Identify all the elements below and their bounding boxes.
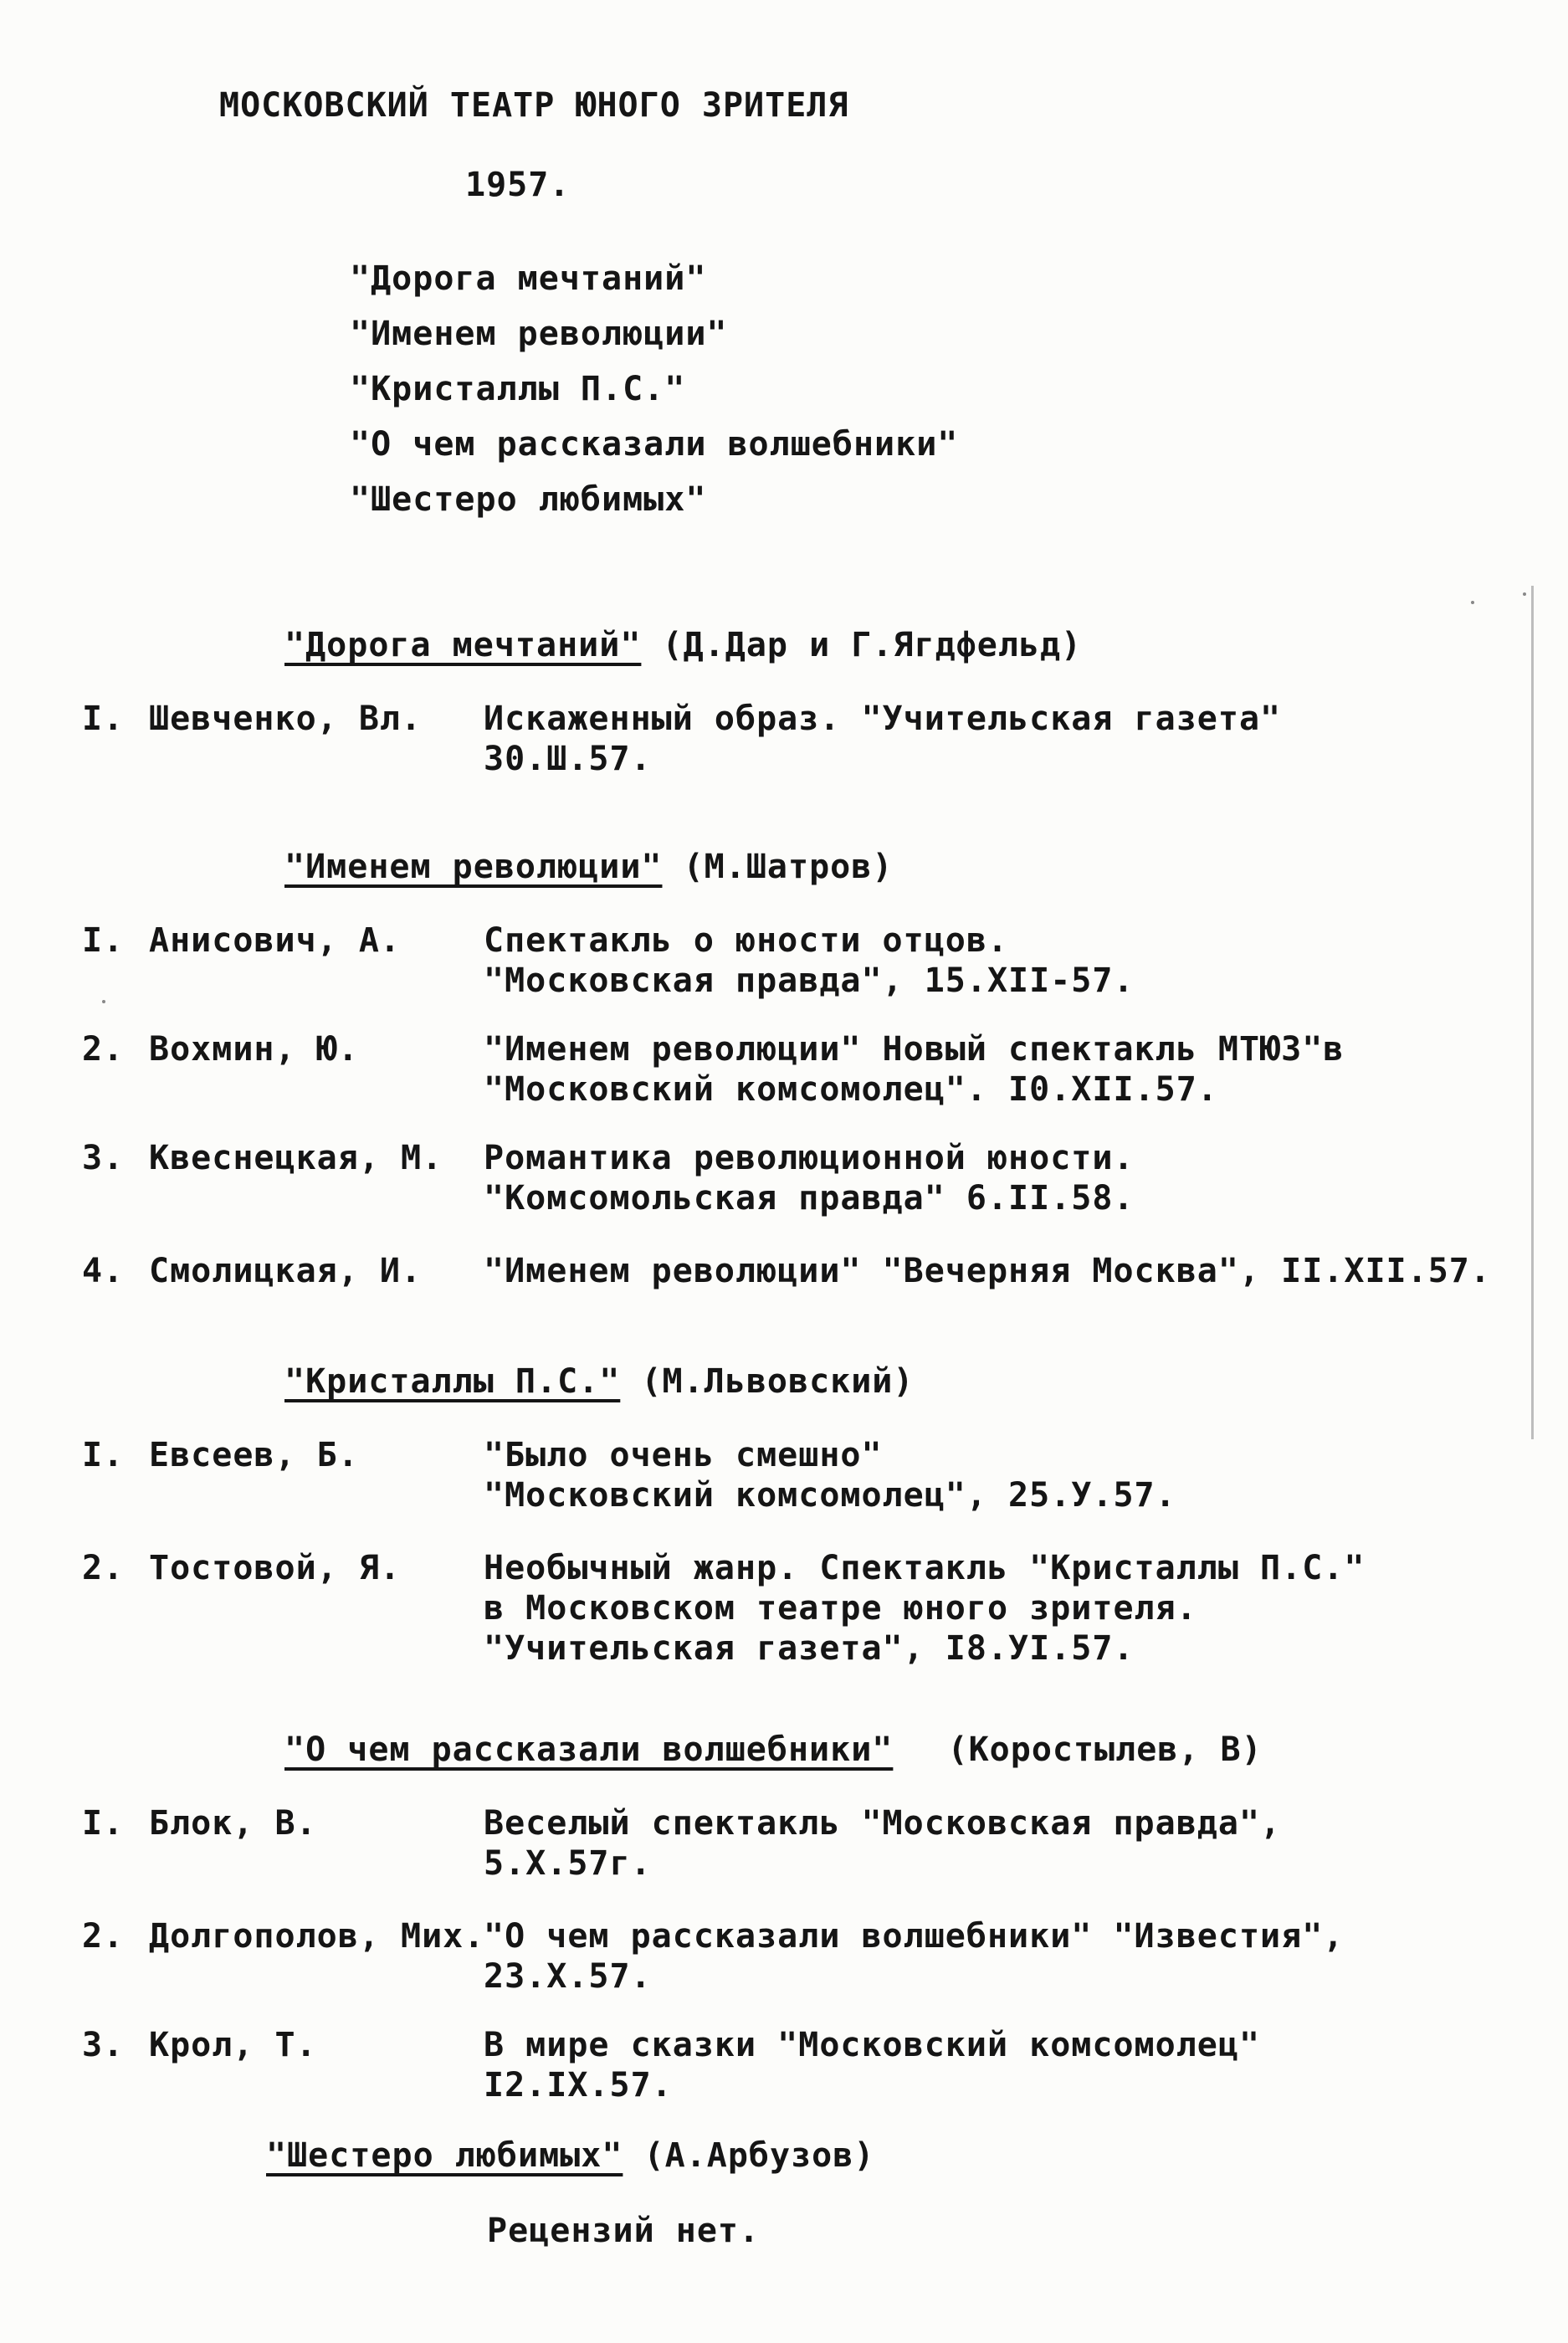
entry-text [484, 699, 1281, 779]
entry-author: Блок, В. [149, 1804, 317, 1843]
play-list [350, 251, 958, 527]
section-play-author: (Коростылев, В) [947, 1730, 1263, 1769]
entry-author: Вохмин, Ю. [149, 1030, 359, 1069]
review-entry [82, 920, 1135, 1001]
section-play-author: (Д.Дар и Г.Ягдфельд) [662, 626, 1083, 664]
entry-number: 3. [82, 1139, 125, 1177]
entry-text [484, 1138, 1135, 1218]
entry-author: Квеснецкая, М. [149, 1139, 443, 1177]
entry-line: 30.Ш.57. [484, 740, 652, 778]
scan-speck [102, 1000, 105, 1003]
review-entry [82, 1916, 1344, 1997]
entry-text [484, 1548, 1365, 1669]
entry-line: Искаженный образ. "Учительская газета" [484, 700, 1282, 738]
entry-line: "О чем рассказали волшебники" "Известия", [484, 1917, 1345, 1956]
entry-line: "Комсомольская правда" 6.II.58. [484, 1179, 1135, 1218]
section-heading [284, 1728, 1263, 1771]
entry-line: I2.IX.57. [484, 2066, 673, 2105]
list-item: "Кристаллы П.С." [350, 370, 686, 408]
entry-number: 2. [82, 1549, 125, 1587]
entry-line: "Московский комсомолец". I0.XII.57. [484, 1070, 1218, 1109]
document-title: МОСКОВСКИЙ ТЕАТР ЮНОГО ЗРИТЕЛЯ [219, 86, 849, 125]
entry-author: Долгополов, Мих. [149, 1917, 485, 1956]
section-play-author: (М.Львовский) [641, 1362, 915, 1401]
section-play-author: (А.Арбузов) [643, 2136, 875, 2175]
list-item: "О чем рассказали волшебники" [350, 425, 959, 464]
review-entry [82, 1548, 1365, 1669]
entry-author: Анисович, А. [149, 921, 401, 960]
entry-author: Смолицкая, И. [149, 1252, 423, 1290]
review-entry [82, 1029, 1344, 1110]
entry-line: "Именем революции" Новый спектакль МТЮЗ"в [484, 1030, 1345, 1069]
section-heading [284, 845, 893, 889]
review-entry [82, 1435, 1176, 1515]
entry-line: 23.X.57. [484, 1957, 652, 1996]
entry-number: 4. [82, 1252, 125, 1290]
section-play-title: "Дорога мечтаний" [284, 626, 642, 664]
section-heading [284, 623, 1082, 667]
entry-line: В мире сказки "Московский комсомолец" [484, 2026, 1261, 2064]
section-play-title: "Именем революции" [284, 848, 663, 886]
section-play-title: "Шестеро любимых" [266, 2136, 623, 2175]
entry-line: "Московская правда", 15.XII-57. [484, 961, 1135, 1000]
section-play-title: "Кристаллы П.С." [284, 1362, 621, 1401]
list-item: "Дорога мечтаний" [350, 259, 707, 298]
entry-number: I. [82, 1804, 125, 1843]
entry-number: 2. [82, 1917, 125, 1956]
list-item: "Шестеро любимых" [350, 480, 707, 519]
scan-speck [1471, 601, 1474, 604]
section-heading [266, 2134, 874, 2177]
entry-author: Евсеев, Б. [149, 1436, 359, 1474]
entry-line: в Московском театре юного зрителя. [484, 1589, 1197, 1628]
entry-text [484, 920, 1135, 1001]
entry-number: I. [82, 700, 125, 738]
no-reviews-note: Рецензий нет. [487, 2212, 761, 2250]
section-play-author: (М.Шатров) [683, 848, 894, 886]
entry-line: "Именем революции" "Вечерняя Москва", II.XII.57. [484, 1252, 1491, 1290]
entry-number: 2. [82, 1030, 125, 1069]
section-heading [284, 1360, 914, 1403]
review-entry [82, 699, 1281, 779]
entry-line: "Было очень смешно" [484, 1436, 883, 1474]
list-item: "Именем революции" [350, 315, 728, 353]
entry-text [484, 1029, 1344, 1110]
entry-line: Спектакль о юности отцов. [484, 921, 1009, 960]
entry-number: I. [82, 1436, 125, 1474]
entry-line: Веселый спектакль "Московская правда", [484, 1804, 1282, 1843]
review-entry [82, 1138, 1135, 1218]
scan-margin-line [1531, 586, 1534, 1439]
review-entry [82, 1803, 1281, 1884]
entry-line: Романтика революционной юности. [484, 1139, 1135, 1177]
scan-speck [1523, 592, 1526, 596]
entry-author: Шевченко, Вл. [149, 700, 423, 738]
section-play-title: "О чем рассказали волшебники" [284, 1730, 894, 1769]
entry-line: Необычный жанр. Спектакль "Кристаллы П.С." [484, 1549, 1366, 1587]
entry-line: "Учительская газета", I8.УI.57. [484, 1629, 1135, 1668]
review-entry [82, 2025, 1260, 2105]
entry-author: Тостовой, Я. [149, 1549, 401, 1587]
entry-text [484, 2025, 1260, 2105]
entry-text [484, 1251, 1491, 1291]
entry-number: I. [82, 921, 125, 960]
entry-line: 5.X.57г. [484, 1844, 652, 1883]
entry-number: 3. [82, 2026, 125, 2064]
entry-text [484, 1916, 1344, 1997]
entry-author: Крол, Т. [149, 2026, 317, 2064]
entry-text [484, 1435, 1176, 1515]
entry-text [484, 1803, 1281, 1884]
document-year: 1957. [465, 166, 571, 204]
review-entry [82, 1251, 1491, 1291]
entry-line: "Московский комсомолец", 25.У.57. [484, 1476, 1176, 1515]
